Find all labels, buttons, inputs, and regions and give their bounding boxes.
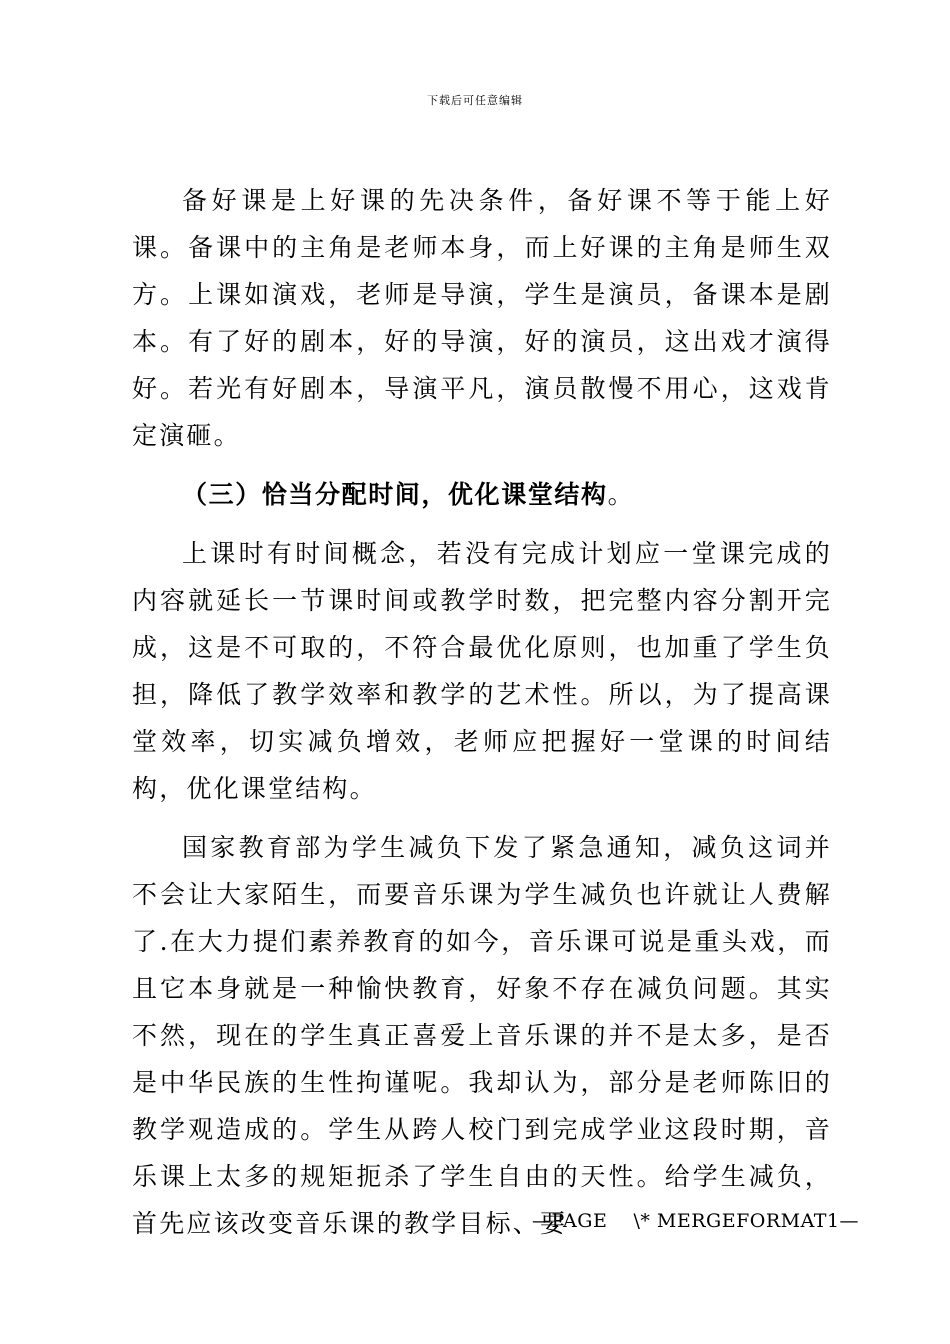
paragraph-spacer bbox=[132, 459, 832, 471]
section-heading-period: 。 bbox=[607, 480, 635, 509]
paragraph-time-structure: 上课时有时间概念，若没有完成计划应一堂课完成的内容就延长一节课时间或教学时数，把完整内容分割开完成，这是不可取的，不符合最优化原则，也加重了学生负担，降低了教学效率和教学的艺术性。所以，为了提高课堂效率，切实减负增效，老师应把握好一堂课的时间结构，优化课堂结构。 bbox=[132, 539, 832, 803]
paragraph-spacer bbox=[132, 812, 832, 824]
document-body bbox=[132, 177, 832, 1247]
section-heading-text: （三）恰当分配时间，优化课堂结构 bbox=[182, 480, 608, 509]
page-header-note: 下载后可任意编辑 bbox=[427, 94, 523, 107]
section-heading bbox=[132, 471, 832, 518]
paragraph-spacer bbox=[132, 518, 832, 530]
paragraph-music-class: 国家教育部为学生减负下发了紧急通知，减负这词并不会让大家陌生，而要音乐课为学生减负也许就让人费解了.在大力提们素养教育的如今，音乐课可说是重头戏，而且它本身就是一种愉快教育，好象不存在减负问题。其实不然，现在的学生真正喜爱上音乐课的并不是太多，是否是中华民族的生性拘谨呢。我却认为，部分是老师陈旧的教学观造成的。学生从跨人校门到完成学业这段时期，音乐课上太多的规矩扼杀了学生自由的天性。给学生减负，首先应该改变音乐课的教学目标、要 bbox=[132, 833, 832, 1238]
page-footer-field: —PAGE \* MERGEFORMAT1— bbox=[532, 1210, 860, 1232]
paragraph-lesson-preparation: 备好课是上好课的先决条件，备好课不等于能上好课。备课中的主角是老师本身，而上好课的主角是师生双方。上课如演戏，老师是导演，学生是演员，备课本是剧本。有了好的剧本，好的导演，好的演员，这出戏才演得好。若光有好剧本，导演平凡，演员散慢不用心，这戏肯定演砸。 bbox=[132, 186, 832, 450]
